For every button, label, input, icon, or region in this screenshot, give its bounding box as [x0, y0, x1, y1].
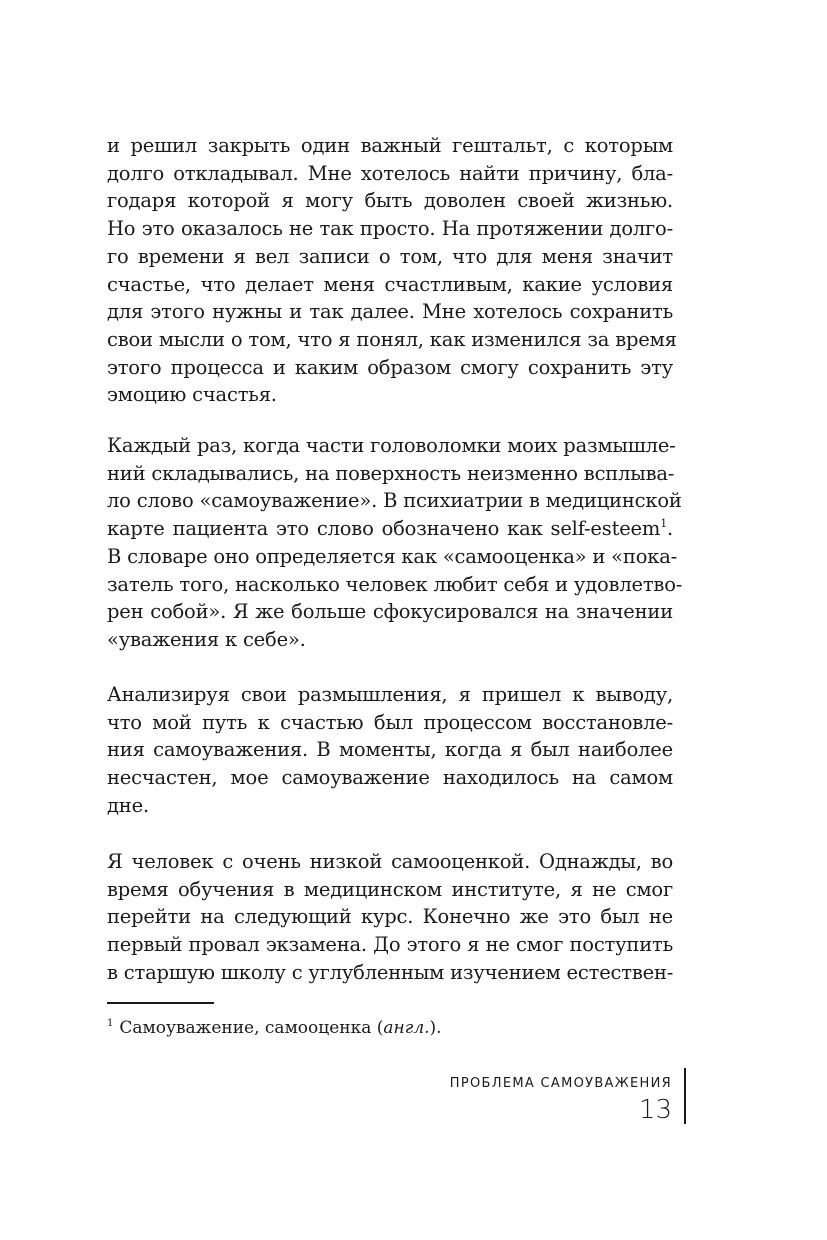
- text-line: несчастен, мое самоуважение находилось на самом: [107, 766, 673, 790]
- text-line: карте пациента это слово обозначено как self-esteem: [107, 517, 661, 541]
- text-line: этого процесса и каким образом смогу сохранить эту: [107, 355, 673, 379]
- footnote: [107, 1016, 442, 1040]
- text-line: эмоцию счастья.: [107, 383, 277, 407]
- footnote-marker: 1: [107, 1018, 114, 1029]
- text-line: «уважения к себе».: [107, 627, 306, 651]
- text-line: ния самоуважения. В моменты, когда я был наиболее: [107, 738, 673, 762]
- footnote-text: Самоуважение, самооценка (: [119, 1018, 384, 1038]
- text-line: и решил закрыть один важный гештальт, с которым: [107, 134, 673, 157]
- footnote-text-end: ).: [429, 1018, 442, 1038]
- paragraph-3: [107, 681, 673, 820]
- footnote-divider: [107, 1002, 214, 1004]
- page-number: 13: [638, 1095, 672, 1125]
- text-line: время обучения в медицинском институте, я не смог: [107, 877, 673, 901]
- paragraph-2: [107, 432, 683, 654]
- text-line: Я человек с очень низкой самооценкой. Однажды, во: [107, 850, 673, 873]
- paragraph-1: [107, 132, 677, 409]
- text-line: Анализируя свои размышления, я пришел к выводу,: [107, 683, 673, 706]
- text-line: перейти на следующий курс. Конечно же это был не: [107, 905, 673, 929]
- running-head: ПРОБЛЕМА САМОУВАЖЕНИЯ: [449, 1076, 672, 1091]
- footnote-ref-punctuation: .: [667, 517, 673, 541]
- text-line: годаря которой я могу быть доволен своей жизнью.: [107, 189, 673, 213]
- text-line: затель того, насколько человек любит себя и удовлетво-: [107, 572, 683, 596]
- text-line: счастье, что делает меня счастливым, какие условия: [107, 272, 673, 296]
- text-line: ло слово «самоуважение». В психиатрии в медицинской: [107, 489, 682, 513]
- text-line: ний складывались, на поверхность неизменно всплыва-: [107, 461, 675, 485]
- text-line: первый провал экзамена. До этого я не смог поступить: [107, 933, 673, 957]
- text-line-with-footnote: [107, 515, 673, 543]
- paragraph-4: [107, 848, 673, 987]
- text-line: рен собой». Я же больше сфокусировался на значении: [107, 600, 673, 624]
- text-line: го времени я вел записи о том, что для меня значит: [107, 244, 673, 268]
- text-line: в старшую школу с углубленным изучением естествен-: [107, 960, 674, 984]
- footnote-reference[interactable]: 1: [660, 517, 667, 531]
- text-line: Но это оказалось не так просто. На протяжении долго-: [107, 217, 673, 241]
- text-line: дне.: [107, 793, 149, 817]
- text-line: для этого нужны и так далее. Мне хотелось сохранить: [107, 300, 673, 324]
- text-line: что мой путь к счастью был процессом восстановле-: [107, 710, 673, 734]
- text-line: долго откладывал. Мне хотелось найти причину, бла-: [107, 161, 673, 185]
- text-line: Каждый раз, когда части головоломки моих размышле-: [107, 434, 676, 457]
- footnote-italic: англ.: [383, 1018, 430, 1038]
- text-line: свои мысли о том, что я понял, как изменился за время: [107, 327, 677, 351]
- running-head-rule: [684, 1068, 686, 1124]
- text-line: В словаре оно определяется как «самооценка» и «пока-: [107, 544, 678, 568]
